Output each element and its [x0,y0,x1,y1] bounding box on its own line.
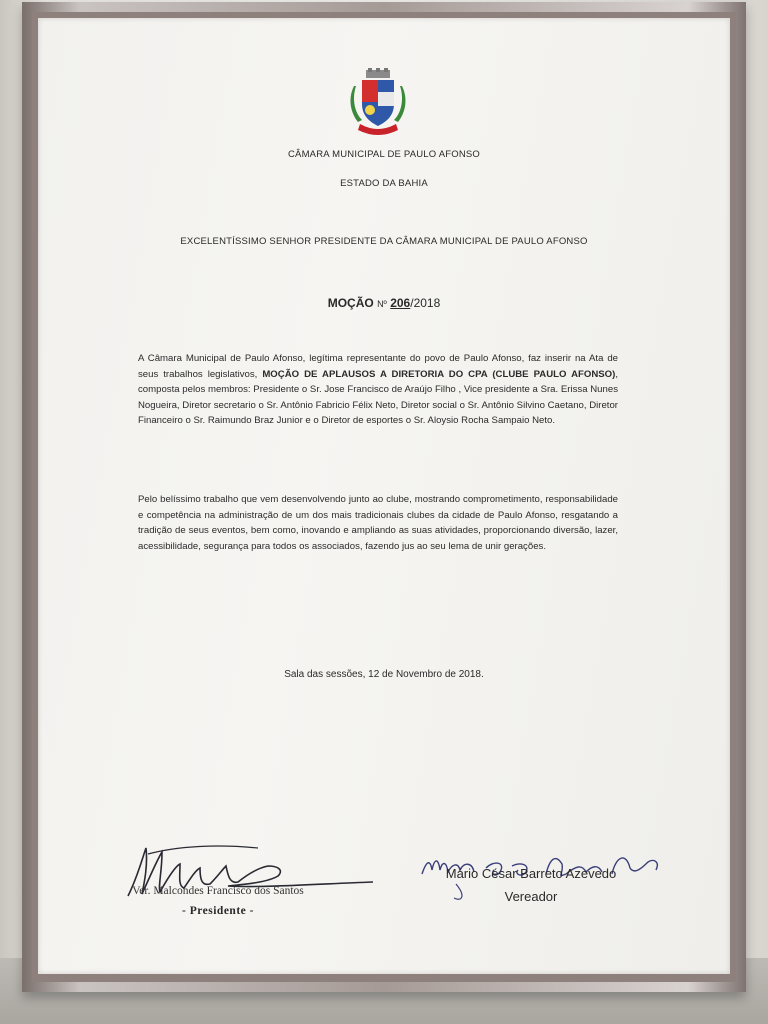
municipal-coat-of-arms-icon [348,68,408,138]
left-signatory-name: Ver. Malcondes Francisco dos Santos [132,885,304,897]
left-signatory-role: - Presidente - [182,905,254,917]
motion-number-prefix: Nº [377,299,387,309]
place-date: Sala das sessões, 12 de Novembro de 2018. [284,669,484,680]
right-signatory-name: Mário César Barreto Azevedo [445,866,617,881]
motion-title [38,296,730,310]
framed-document [38,18,730,974]
paragraph-1-intro: A Câmara Municipal de Paulo Afonso, legítima representante do povo de Paulo Afonso, faz inserir na Ata de seus trabalhos legislativos, [138,353,618,380]
paragraph-1-members: , composta pelos membros: Presidente o Sr. Jose Francisco de Araújo Filho , Vice presidente a Sra. Erissa Nunes Nogueira, Diretor secretario o Sr. Antônio Fabricio Félix Neto, Diretor social o Sr. Antônio Silvino Caetano, Diretor Financeiro o Sr. Raimundo Braz Junior e o Diretor de esportes o Sr. Aloysio Rocha Sampaio Neto. [138,368,618,427]
paragraph-1 [138,351,618,429]
right-signatory-role: Vereador [504,889,558,904]
paragraph-1-bold: MOÇÃO DE APLAUSOS A DIRETORIA DO CPA (CLUBE PAULO AFONSO) [262,368,616,380]
salutation: EXCELENTÍSSIMO SENHOR PRESIDENTE DA CÂMARA MUNICIPAL DE PAULO AFONSO [180,236,588,247]
state-name: ESTADO DA BAHIA [340,178,428,189]
paragraph-2: Pelo belíssimo trabalho que vem desenvolvendo junto ao clube, mostrando comprometimento, responsabilidade e competência na administração de um dos mais tradicionais clubes da cidade de Paulo Afonso, resgatando a tradição de seus eventos, bem como, inovando e ampliando as suas atividades, proporcionando diversão, lazer, acessibilidade, segurança para todos os associados, fazendo jus ao seu lema de unir gerações. [138,494,618,552]
motion-year: /2018 [410,296,441,310]
motion-label: MOÇÃO [327,296,374,310]
motion-number: 206 [390,296,411,310]
chamber-name: CÂMARA MUNICIPAL DE PAULO AFONSO [287,149,481,160]
